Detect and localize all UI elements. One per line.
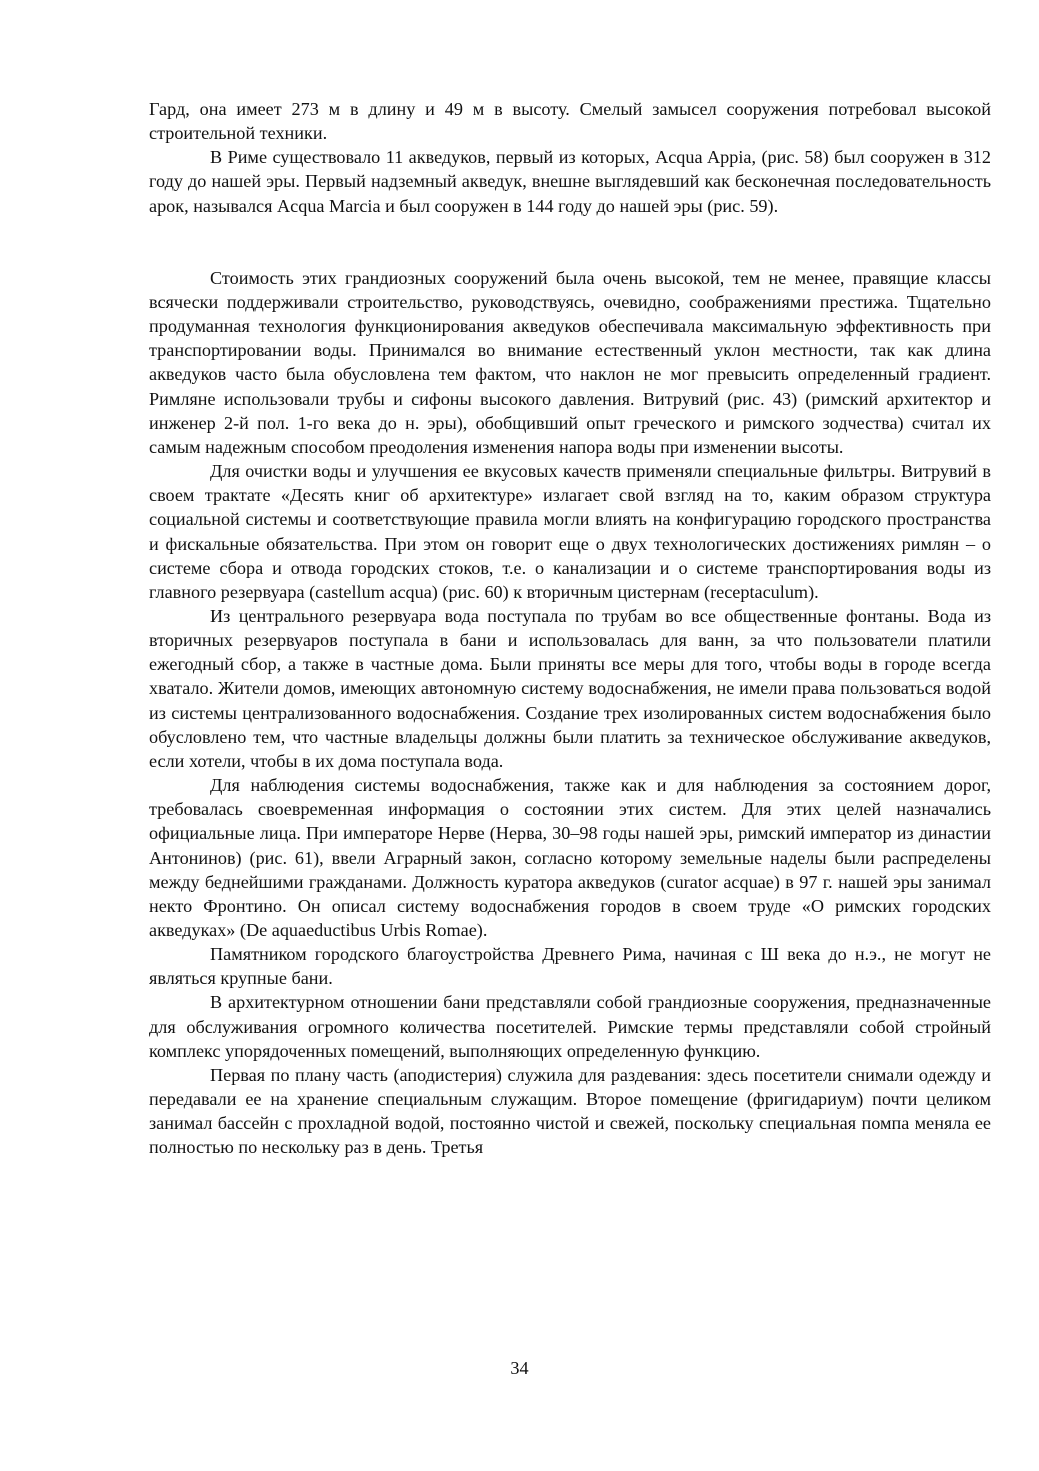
paragraph-8: В архитектурном отношении бани представляли собой грандиозные сооружения, предназначенные для обслуживания огромного количества посетителей. Римские термы представляли собой стройный комплекс упорядоченных помещений, выполняющих определенную функцию. [149, 992, 991, 1061]
paragraph-9: Первая по плану часть (аподистерия) служила для раздевания: здесь посетители снимали одежду и передавали ее на хранение специальным служащим. Второе помещение (фригидариум) почти целиком занимал бассейн с прохладной водой, постоянно чистой и свежей, поскольку специальная помпа меняла ее полностью по нескольку раз в день. Третья [149, 1064, 991, 1158]
document-body [149, 97, 991, 1160]
paragraph-5: Из центрального резервуара вода поступала по трубам во все общественные фонтаны. Вода из вторичных резервуаров поступала в бани и использовалась для ванн, за что пользователи платили ежегодный сбор, а также в частные дома. Были приняты все меры для того, чтобы воды в городе всегда хватало. Жители домов, имеющих автономную систему водоснабжения, не имели права пользоваться водой из системы централизованного водоснабжения. Создание трех изолированных систем водоснабжения было обусловлено тем, что частные владельцы должны были платить за техническое обслуживание акведуков, если хотели, чтобы в их дома поступала вода. [149, 605, 991, 771]
paragraph-3: Стоимость этих грандиозных сооружений была очень высокой, тем не менее, правящие классы всячески поддерживали строительство, руководствуясь, очевидно, соображениями престижа. Тщательно продуманная технология функционирования акведуков обеспечивала максимальную эффективность при транспортировании воды. Принимался во внимание естественный уклон местности, так как длина акведуков часто была обусловлена тем фактом, что наклон не мог превысить определенный градиент. Римляне использовали трубы и сифоны высокого давления. Витрувий (рис. 43) (римский архитектор и инженер 2-й пол. 1-го века до н. эры), обобщивший опыт греческого и римского зодчества) считал их самым надежным способом преодоления изменения напора воды при изменении высоты. [149, 267, 991, 457]
page-number: 34 [510, 1358, 529, 1378]
paragraph-2: В Риме существовало 11 акведуков, первый из которых, Acqua Appia, (рис. 58) был сооружен в 312 году до нашей эры. Первый надземный акведук, внешне выглядевший как бесконечная последовательность арок, назывался Acqua Marcia и был сооружен в 144 году до нашей эры (рис. 59). [149, 147, 991, 216]
paragraph-gap [149, 218, 991, 266]
paragraph-6: Для наблюдения системы водоснабжения, также как и для наблюдения за состоянием дорог, требовалась своевременная информация о состоянии этих систем. Для этих целей назначались официальные лица. При императоре Нерве (Нерва, 30–98 годы нашей эры, римский император из династии Антонинов) (рис. 61), ввели Аграрный закон, согласно которому земельные наделы были распределены между беднейшими гражданами. Должность куратора акведуков (curator acquae) в 97 г. нашей эры занимал некто Фронтино. Он описал систему водоснабжения городов в своем труде «О римских городских акведуках» (De aquaeductibus Urbis Romae). [149, 775, 991, 940]
paragraph-4: Для очистки воды и улучшения ее вкусовых качеств применяли специальные фильтры. Витрувий в своем трактате «Десять книг об архитектуре» излагает свой взгляд на то, каким образом структура социальной системы и соответствующие правила могли влиять на конфигурацию городского пространства и фискальные обязательства. При этом он говорит еще о двух технологических достижениях римлян – о системе сбора и отвода городских стоков, т.е. о канализации и о системе транспортирования воды из главного резервуара (castellum acqua) (рис. 60) к вторичным цистернам (receptaculum). [149, 461, 991, 602]
paragraph-7: Памятником городского благоустройства Древнего Рима, начиная с Ш века до н.э., не могут не являться крупные бани. [149, 944, 991, 989]
paragraph-1: Гард, она имеет 273 м в длину и 49 м в высоту. Смелый замысел сооружения потребовал высокой строительной техники. [149, 99, 991, 144]
